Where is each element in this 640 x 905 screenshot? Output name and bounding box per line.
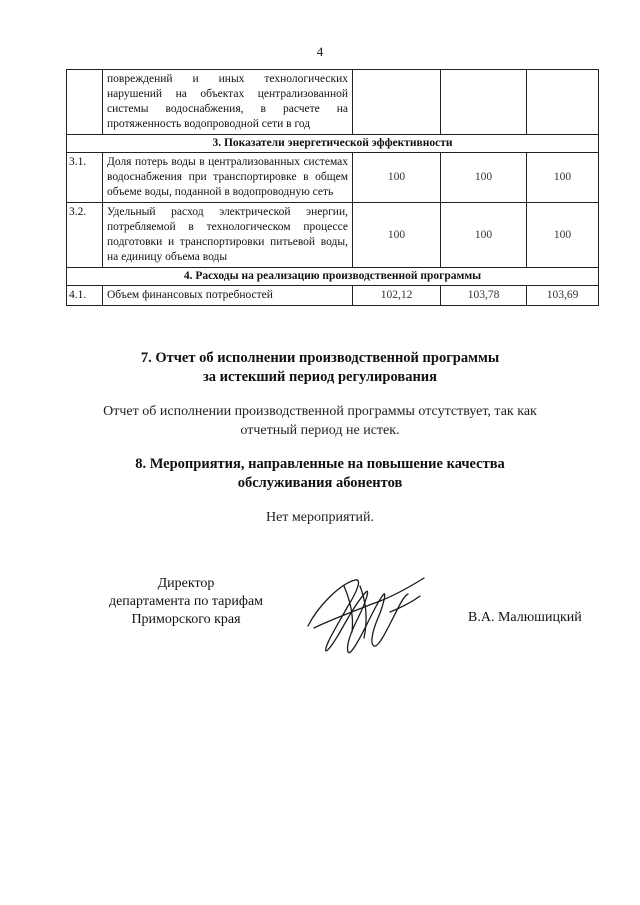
row-description: Объем финансовых потребностей (103, 286, 353, 306)
signatory-title-line1: Директор (157, 576, 215, 591)
section7-text-line1: Отчет об исполнении производственной программы отсутствует, так как (103, 404, 537, 419)
row-value: 100 (441, 203, 527, 268)
indicators-table (66, 69, 598, 306)
row-value: 100 (441, 153, 527, 203)
section3-title: 3. Показатели энергетической эффективности (67, 135, 599, 153)
row-index: 3.1. (67, 153, 103, 203)
signatory-title-line3: Приморского края (131, 612, 241, 627)
row-value: 100 (527, 153, 599, 203)
handwritten-signature (300, 568, 430, 668)
table-row (67, 70, 599, 135)
row-description: повреждений и иных технологических нарушений на объектах централизованной системы водоснабжения, в расчете на протяженность водопроводной сети в год (103, 70, 353, 135)
row-value (527, 70, 599, 135)
row-value: 100 (527, 203, 599, 268)
row-value: 100 (353, 203, 441, 268)
table-row (67, 286, 599, 306)
section7-heading-line1: 7. Отчет об исполнении производственной программы (140, 350, 500, 366)
row-description: Удельный расход электрической энергии, потребляемой в технологическом процессе подготовки и транспортировки питьевой воды, на единицу объема воды (103, 203, 353, 268)
section7-text-line2: отчетный период не истек. (240, 423, 400, 438)
row-value: 100 (353, 153, 441, 203)
page-number: 4 (316, 44, 324, 59)
signatory-title-line2: департамента по тарифам (108, 594, 264, 609)
section8-heading-line2: обслуживания абонентов (237, 475, 403, 491)
row-index: 3.2. (67, 203, 103, 268)
row-value (441, 70, 527, 135)
section4-title: 4. Расходы на реализацию производственной программы (67, 268, 599, 286)
row-value: 102,12 (353, 286, 441, 306)
signatory-name: В.А. Малюшицкий (468, 610, 582, 625)
row-index: 4.1. (67, 286, 103, 306)
row-value: 103,78 (441, 286, 527, 306)
section-header-row (67, 268, 599, 286)
section8-heading-line1: 8. Мероприятия, направленные на повышение качества (135, 456, 505, 472)
section7-heading-line2: за истекший период регулирования (202, 369, 438, 385)
section-header-row (67, 135, 599, 153)
table-row (67, 153, 599, 203)
section8-text: Нет мероприятий. (265, 510, 375, 525)
table-row (67, 203, 599, 268)
row-value (353, 70, 441, 135)
row-value: 103,69 (527, 286, 599, 306)
row-description: Доля потерь воды в централизованных системах водоснабжения при транспортировке в общем объеме воды, поданной в водопроводную сеть (103, 153, 353, 203)
signatory-title (96, 575, 276, 629)
row-index (67, 70, 103, 135)
